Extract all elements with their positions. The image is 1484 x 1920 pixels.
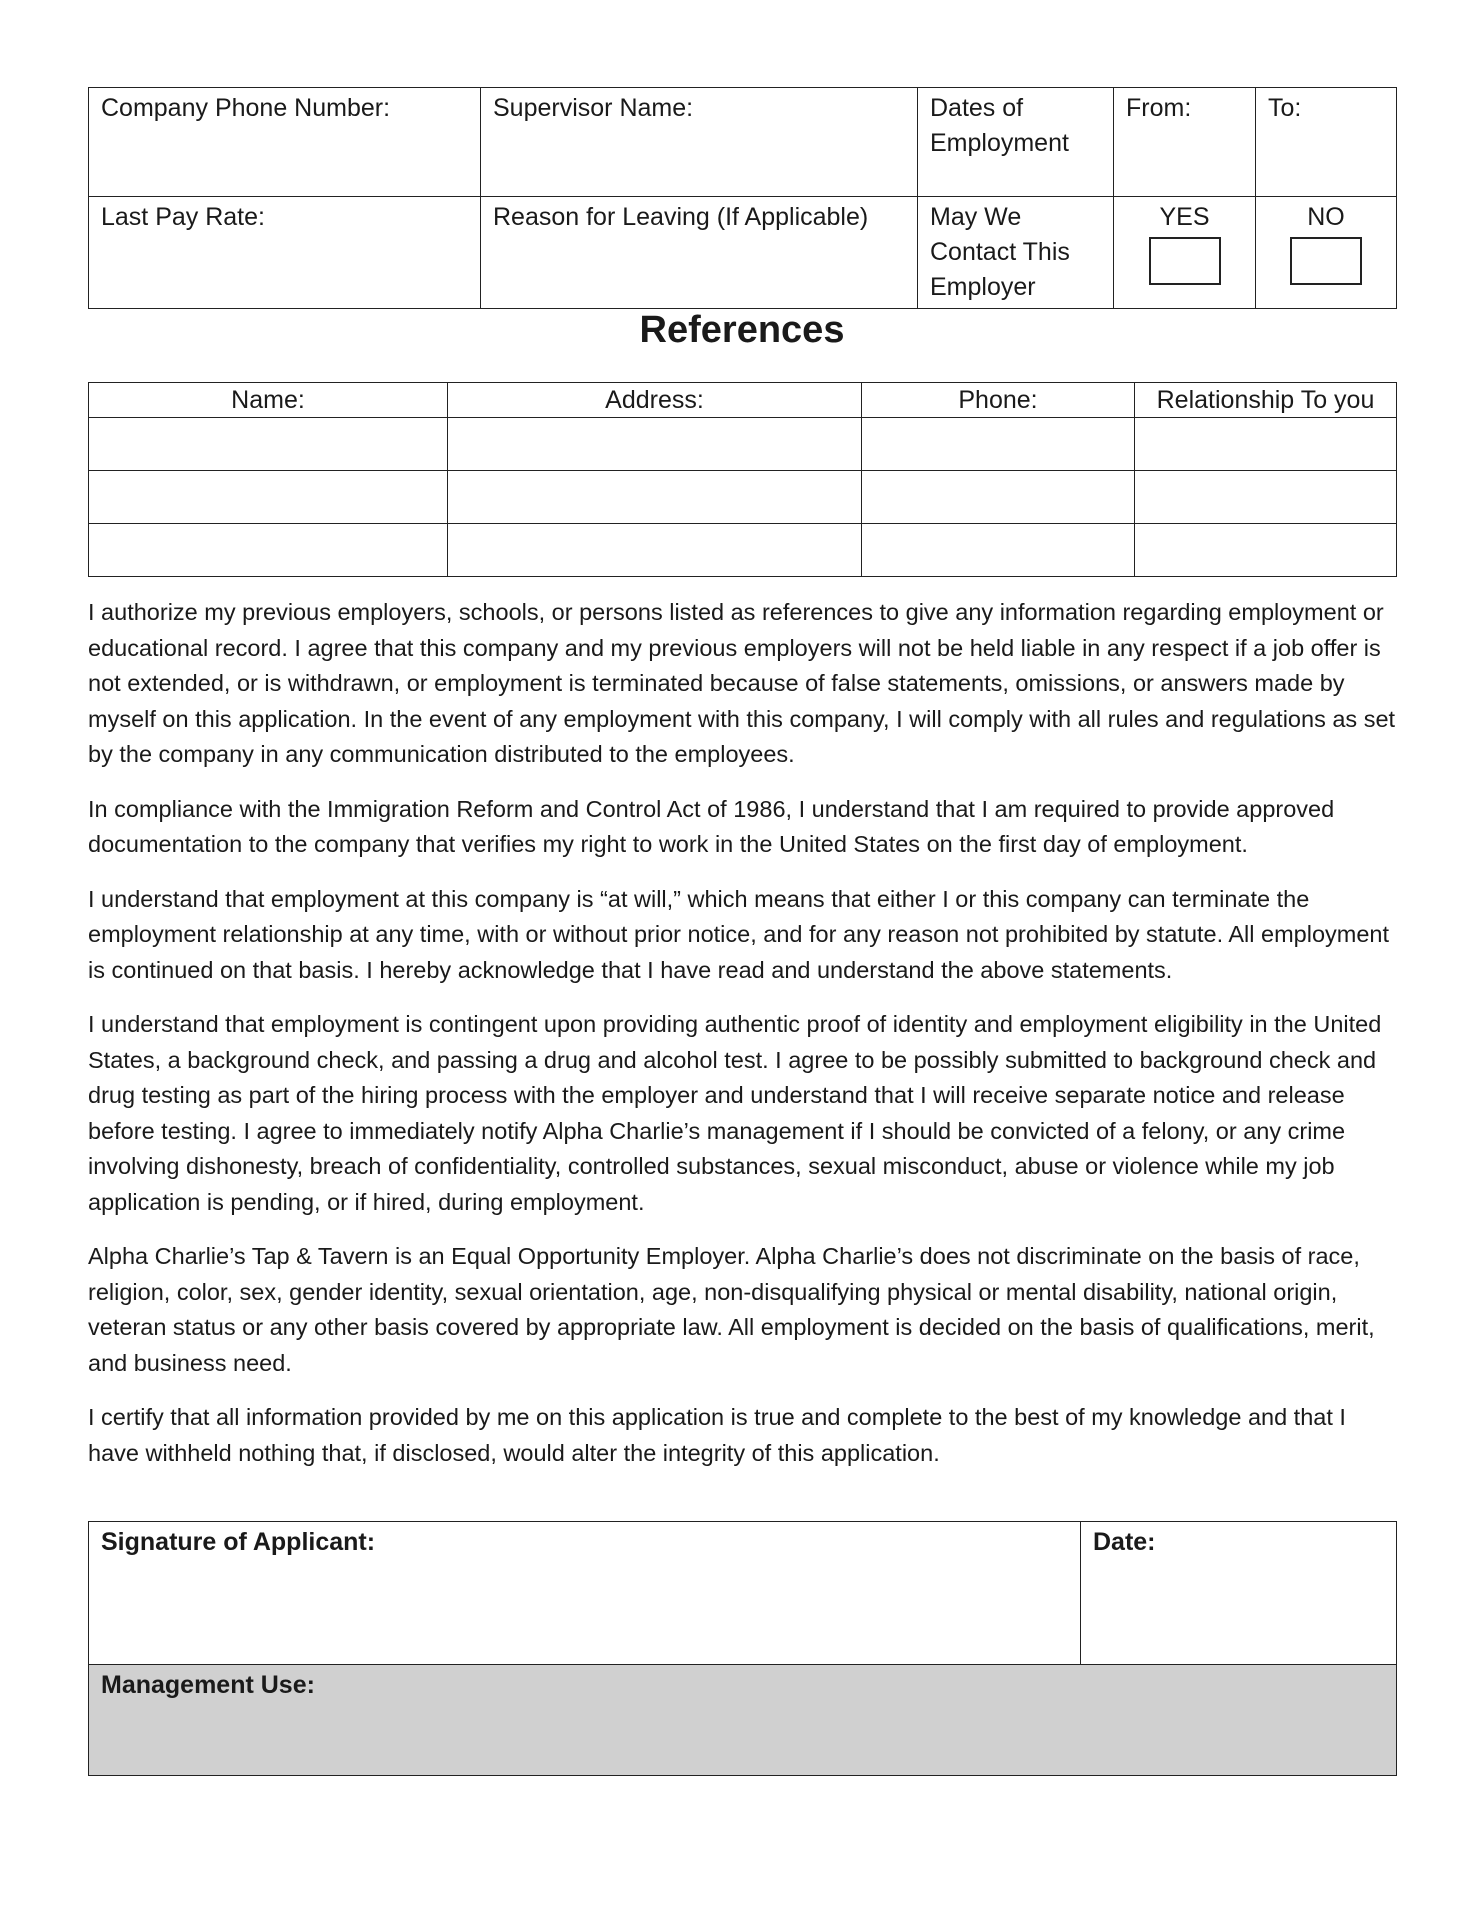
last-pay-rate-field[interactable]: [89, 197, 481, 309]
yes-checkbox[interactable]: [1149, 237, 1221, 285]
supervisor-name-field[interactable]: [481, 88, 918, 197]
no-checkbox[interactable]: [1290, 237, 1362, 285]
authorization-paragraph: I authorize my previous employers, schools, or persons listed as references to give any information regarding employment or educational record. I agree that this company and my previous employers will not be held liable in any respect if a job offer is not extended, or is withdrawn, or employment is terminated because of false statements, omissions, or answers made by myself on this application. In the event of any employment with this company, I will comply with all rules and regulations as set by the company in any communication distributed to the employees.: [88, 599, 1396, 767]
table-row: [89, 418, 1397, 471]
reference-1-relationship-field[interactable]: [1135, 418, 1397, 471]
certification-paragraph: I certify that all information provided by me on this application is true and complete to the best of my knowledge and that I have withheld nothing that, if disclosed, would alter the integrity of this application.: [88, 1404, 1346, 1466]
at-will-paragraph: I understand that employment at this company is “at will,” which means that either I or this company can terminate the employment relationship at any time, with or without prior notice, and for any reason not prohibited by statute. All employment is continued on that basis. I hereby acknowledge that I have read and understand the above statements.: [88, 885, 1390, 983]
dates-of-employment-cell: [918, 88, 1114, 197]
table-row: [89, 471, 1397, 524]
reference-2-phone-field[interactable]: [862, 471, 1135, 524]
employment-row-1: [89, 88, 1397, 197]
company-phone-field[interactable]: [89, 88, 481, 197]
reference-3-address-field[interactable]: [448, 524, 862, 577]
employment-table: [88, 87, 1397, 309]
date-field[interactable]: [1081, 1522, 1397, 1665]
management-row: [89, 1665, 1397, 1776]
reference-3-name-field[interactable]: [89, 524, 448, 577]
supervisor-name-label: Supervisor Name:: [493, 94, 694, 122]
reference-1-name-field[interactable]: [89, 418, 448, 471]
references-col-phone: Phone:: [862, 383, 1135, 418]
from-label: From:: [1126, 94, 1192, 122]
references-col-address: Address:: [448, 383, 862, 418]
to-label: To:: [1268, 94, 1302, 122]
background-check-paragraph: I understand that employment is contingent upon providing authentic proof of identity and employment eligibility in the United States, a background check, and passing a drug and alcohol test. I agree to be possibly submitted to background check and drug testing as part of the hiring process with the employer and understand that I will receive separate notice and release before testing. I agree to immediately notify Alpha Charlie’s management if I should be convicted of a felony, or any crime involving dishonesty, breach of confidentiality, controlled substances, sexual misconduct, abuse or violence while my job application is pending, or if hired, during employment.: [88, 1011, 1382, 1215]
statements-section: [88, 595, 1400, 1490]
references-heading: References: [639, 309, 845, 351]
reason-for-leaving-field[interactable]: [481, 197, 918, 309]
management-use-label: Management Use:: [101, 1671, 315, 1699]
last-pay-rate-label: Last Pay Rate:: [101, 203, 265, 231]
employment-row-2: [89, 197, 1397, 309]
references-table: [88, 382, 1397, 577]
table-row: [89, 524, 1397, 577]
signature-table: [88, 1521, 1397, 1776]
to-date-field[interactable]: [1256, 88, 1397, 197]
reference-3-relationship-field[interactable]: [1135, 524, 1397, 577]
yes-label: YES: [1159, 203, 1210, 231]
signature-field[interactable]: [89, 1522, 1081, 1665]
references-col-name: Name:: [89, 383, 448, 418]
signature-label: Signature of Applicant:: [101, 1528, 376, 1556]
may-we-contact-label: May We Contact This Employer: [930, 203, 1070, 301]
reference-2-name-field[interactable]: [89, 471, 448, 524]
reference-2-relationship-field[interactable]: [1135, 471, 1397, 524]
reference-2-address-field[interactable]: [448, 471, 862, 524]
reference-3-phone-field[interactable]: [862, 524, 1135, 577]
no-label: NO: [1307, 203, 1345, 231]
from-date-field[interactable]: [1114, 88, 1256, 197]
date-label: Date:: [1093, 1528, 1156, 1556]
dates-of-employment-label: Dates of Employment: [930, 94, 1069, 157]
reference-1-address-field[interactable]: [448, 418, 862, 471]
signature-row: [89, 1522, 1397, 1665]
equal-opportunity-paragraph: Alpha Charlie’s Tap & Tavern is an Equal Opportunity Employer. Alpha Charlie’s does not discriminate on the basis of race, religion, color, sex, gender identity, sexual orientation, age, non-disqualifying physical or mental disability, national origin, veteran status or any other basis covered by appropriate law. All employment is decided on the basis of qualifications, merit, and business need.: [88, 1243, 1375, 1376]
references-header-row: [89, 383, 1397, 418]
company-phone-label: Company Phone Number:: [101, 94, 391, 122]
reference-1-phone-field[interactable]: [862, 418, 1135, 471]
references-col-relationship: Relationship To you: [1135, 383, 1397, 418]
reason-for-leaving-label: Reason for Leaving (If Applicable): [493, 203, 869, 231]
may-we-contact-cell: [918, 197, 1114, 309]
immigration-paragraph: In compliance with the Immigration Reform and Control Act of 1986, I understand that I am required to provide approved documentation to the company that verifies my right to work in the United States on the first day of employment.: [88, 795, 1335, 857]
management-use-field: [89, 1665, 1397, 1776]
no-cell: [1256, 197, 1397, 309]
yes-cell: [1114, 197, 1256, 309]
